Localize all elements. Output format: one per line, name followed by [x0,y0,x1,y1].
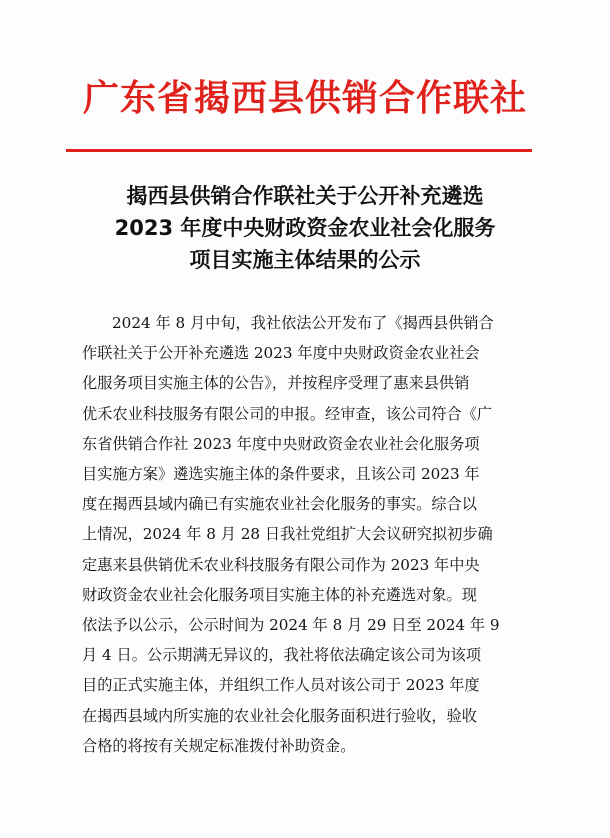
announcement-body [82,308,522,761]
body-line: 财政资金农业社会化服务项目实施主体的补充遴选对象。现 [82,585,477,604]
body-line: 定惠来县供销优禾农业科技服务有限公司作为 2023 年中央 [82,555,480,574]
body-line: 化服务项目实施主体的公告》，并按程序受理了惠来县供销 [82,374,470,393]
body-line: 在揭西县域内所实施的农业社会化服务面积进行验收，验收 [82,706,477,725]
letterhead-divider [66,149,532,152]
body-line: 作联社关于公开补充遴选 2023 年度中央财政资金农业社会 [82,344,480,363]
body-line: 合格的将按有关规定标准拨付补助资金。 [82,736,356,755]
body-line: 月 4 日。公示期满无异议的，我社将依法确定该公司为该项 [82,646,482,665]
title-line: 揭西县供销合作联社关于公开补充遴选 [126,184,484,208]
title-line: 2023 年度中央财政资金农业社会化服务 [114,216,496,240]
body-line: 度在揭西县域内确已有实施农业社会化服务的事实。综合以 [82,495,477,514]
body-line: 优禾农业科技服务有限公司的申报。经审查，该公司符合《广 [82,404,493,423]
body-line: 依法予以公示，公示时间为 2024 年 8 月 29 日至 2024 年 9 [82,616,500,635]
body-line: 2024 年 8 月中旬，我社依法公开发布了《揭西县供销合 [112,314,494,332]
title-line: 项目实施主体结果的公示 [189,248,421,272]
body-line: 东省供销合作社 2023 年度中央财政资金农业社会化服务项 [82,434,480,453]
letterhead-title: 广东省揭西县供销合作联社 [82,77,527,119]
body-line: 上情况，2024 年 8 月 28 日我社党组扩大会议研究拟初步确 [82,525,493,544]
document-title [40,180,570,276]
body-line: 目的正式实施主体，并组织工作人员对该公司于 2023 年度 [82,676,480,695]
body-line: 目实施方案》遴选实施主体的条件要求，且该公司 2023 年 [82,465,480,484]
